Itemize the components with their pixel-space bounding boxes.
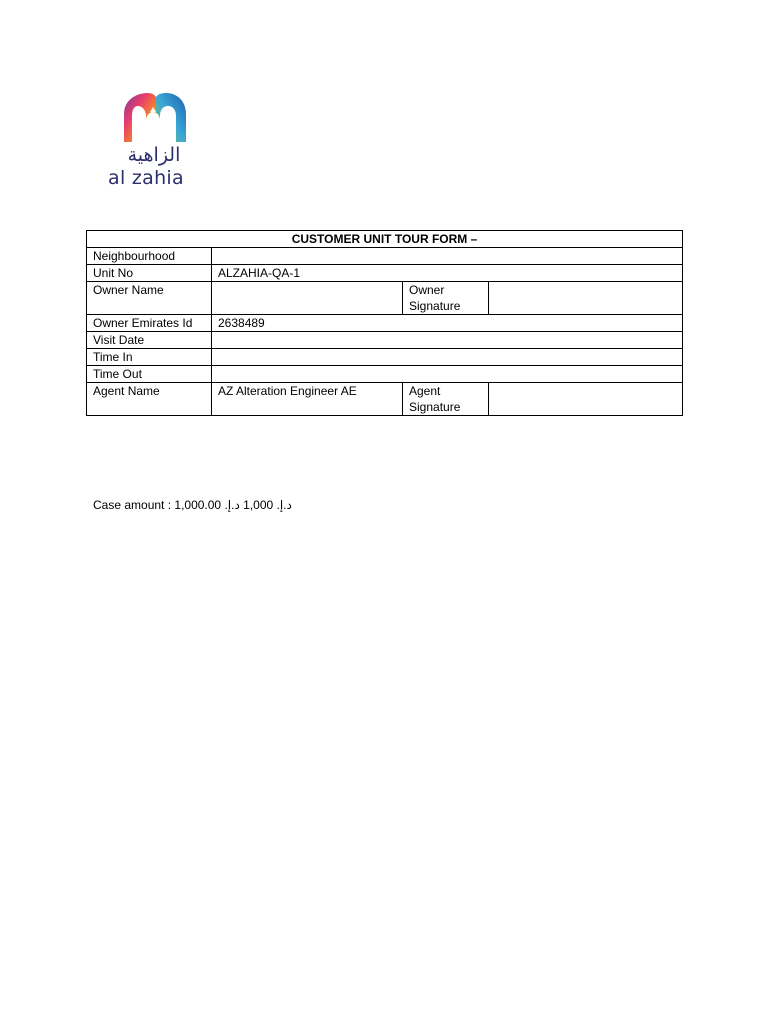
unit-no-label: Unit No [87, 265, 212, 282]
visit-date-label: Visit Date [87, 332, 212, 349]
visit-date-field[interactable] [212, 332, 683, 349]
owner-signature-field[interactable] [489, 282, 683, 315]
form-title: CUSTOMER UNIT TOUR FORM – [87, 231, 683, 248]
owner-emirates-id-field[interactable]: 2638489 [212, 315, 683, 332]
table-row [87, 332, 683, 349]
case-amount [93, 498, 292, 512]
owner-emirates-id-label: Owner Emirates Id [87, 315, 212, 332]
logo-arabic-text: الزاهية [127, 144, 181, 166]
neighbourhood-field[interactable] [212, 248, 683, 265]
unit-no-field[interactable]: ALZAHIA-QA-1 [212, 265, 683, 282]
table-row [87, 248, 683, 265]
neighbourhood-label: Neighbourhood [87, 248, 212, 265]
case-amount-label: Case amount : [93, 498, 172, 512]
arch-logo-icon [106, 90, 202, 146]
table-row [87, 349, 683, 366]
time-out-field[interactable] [212, 366, 683, 383]
owner-name-field[interactable] [212, 282, 403, 315]
owner-name-label: Owner Name [87, 282, 212, 315]
agent-signature-field[interactable] [489, 383, 683, 416]
agent-signature-label: Agent Signature [403, 383, 489, 416]
agent-name-field[interactable]: AZ Alteration Engineer AE [212, 383, 403, 416]
table-row [87, 383, 683, 416]
agent-name-label: Agent Name [87, 383, 212, 416]
al-zahia-logo [106, 90, 202, 190]
customer-unit-tour-form [86, 230, 683, 416]
case-amount-value: د.إ. 1,000.00 [174, 498, 240, 512]
table-row [87, 366, 683, 383]
time-in-field[interactable] [212, 349, 683, 366]
table-row [87, 282, 683, 315]
table-row [87, 265, 683, 282]
logo-latin-text: al zahia [108, 167, 184, 189]
time-out-label: Time Out [87, 366, 212, 383]
form-title-row [87, 231, 683, 248]
case-amount-value-rounded: د.إ. 1,000 [243, 498, 292, 512]
owner-signature-label: Owner Signature [403, 282, 489, 315]
time-in-label: Time In [87, 349, 212, 366]
table-row [87, 315, 683, 332]
